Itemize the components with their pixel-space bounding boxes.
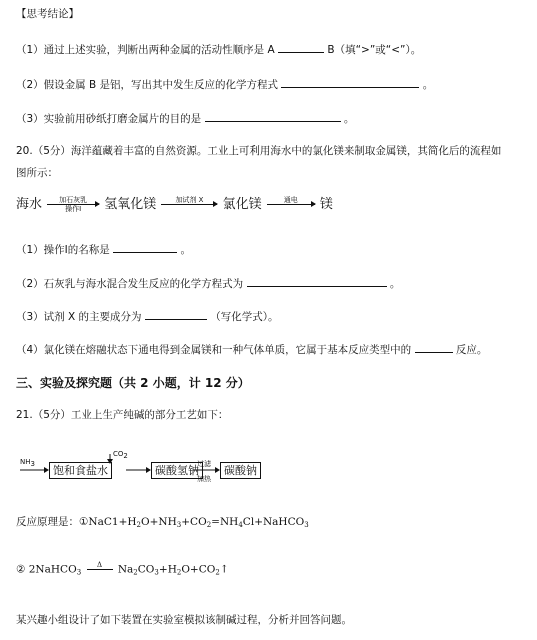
conclusion-q3: [16, 110, 354, 126]
flow-nh3-label: $NH_3$: [20, 458, 35, 468]
q20-s2: [16, 275, 400, 291]
flow-na2co3-box: 碳酸钠: [220, 462, 261, 479]
q3-text: （3）实验前用砂纸打磨金属片的目的是: [16, 113, 202, 125]
flow-seawater: 海水: [16, 197, 43, 212]
q20-s4-answer-blank[interactable]: [415, 341, 453, 353]
q20-s1-text-end: 。: [180, 244, 191, 256]
q20-s4-text: （4）氯化镁在熔融状态下通电得到金属镁和一种气体单质，它属于基本反应类型中的: [16, 344, 412, 356]
q1-text: （1）通过上述实验，判断出两种金属的活动性顺序是 A: [16, 44, 275, 56]
conclusion-heading: 【思考结论】: [16, 8, 79, 20]
flow-mgoh2: 氢氧化镁: [104, 197, 157, 212]
flow-arrow-3-top: 通电: [283, 196, 298, 204]
flow-arrow-3: [267, 196, 315, 213]
flow-arrow-2: [161, 196, 217, 213]
gas-up-arrow-icon: ↑: [219, 563, 229, 576]
arrow-right-icon: [47, 204, 99, 205]
flow-arrow-1-top: 加石灰乳: [59, 196, 88, 204]
flow-mgcl2: 氯化镁: [222, 197, 262, 212]
principle-label: 反应原理是：①: [16, 516, 89, 528]
q21-flow-diagram: [18, 450, 278, 494]
heat-arrow: [87, 561, 113, 578]
q20-flow-diagram: [16, 193, 333, 213]
flow-arrow-1: [47, 196, 99, 213]
q3-answer-blank[interactable]: [205, 110, 341, 122]
q2-text-end: 。: [422, 79, 434, 91]
q1-text-end: B（填“>”或“<”）。: [327, 44, 422, 56]
q20-s1: [16, 241, 191, 257]
flow-filter-label: 过滤: [197, 460, 211, 468]
q20-intro-line1: 20.（5分）海洋蕴藏着丰富的自然资源。工业上可利用海水中的氯化镁来制取金属镁，其简化后的流程如: [16, 145, 502, 157]
q20-intro-line2: 图所示：: [16, 167, 58, 179]
q20-s4: [16, 341, 487, 357]
q21-principle: [16, 514, 309, 529]
flow-arrow-2-top: 加试剂 X: [175, 196, 204, 204]
q20-s3: [16, 308, 279, 324]
flow-nahco3-box: 碳酸氢钠: [151, 462, 203, 479]
equation-1: $NaC1+H_2O+NH_3+CO_2=NH_4Cl+NaHCO_3$: [88, 516, 309, 529]
delta-icon: Δ: [96, 561, 103, 569]
q20-s2-text-end: 。: [389, 278, 401, 290]
q20-s3-text: （3）试剂 X 的主要成分为: [16, 311, 142, 323]
q21-closing: 某兴趣小组设计了如下装置在实验室模拟该制碱过程，分析并回答问题。: [16, 614, 352, 626]
arrow-right-icon: [267, 204, 315, 205]
flow-co2-label: $CO_2$: [113, 450, 128, 460]
section3-title: 三、实验及探究题（共 2 小题，计 12 分）: [16, 376, 250, 390]
q2-answer-blank[interactable]: [281, 76, 419, 88]
q1-answer-blank[interactable]: [278, 41, 324, 53]
q20-s2-answer-blank[interactable]: [247, 275, 387, 287]
conclusion-q2: [16, 76, 433, 92]
q20-s4-text-end: 反应。: [455, 344, 488, 356]
q21-intro: 21.（5分）工业上生产纯碱的部分工艺如下：: [16, 409, 229, 421]
q20-s3-text-end: （写化学式）。: [210, 311, 279, 323]
q20-s3-answer-blank[interactable]: [145, 308, 207, 320]
q2-text: （2）假设金属 B 是铝，写出其中发生反应的化学方程式: [16, 79, 279, 91]
equation-2: ② 2NaHCO$_3$ Δ $Na_2CO_3+H_2O+CO_2↑$: [16, 561, 229, 577]
q20-s2-text: （2）石灰乳与海水混合发生反应的化学方程式为: [16, 278, 244, 290]
flow-arrow-1-bottom: 操作Ⅰ: [65, 205, 82, 213]
flow-brine-box: 饱和食盐水: [49, 462, 112, 479]
q20-s1-text: （1）操作Ⅰ的名称是: [16, 244, 110, 256]
flow-heat-label: 加热: [197, 475, 211, 483]
conclusion-q1: [16, 41, 421, 57]
flow-mg: 镁: [319, 197, 333, 212]
arrow-right-icon: [161, 204, 217, 205]
q20-s1-answer-blank[interactable]: [113, 241, 177, 253]
q3-text-end: 。: [343, 113, 355, 125]
